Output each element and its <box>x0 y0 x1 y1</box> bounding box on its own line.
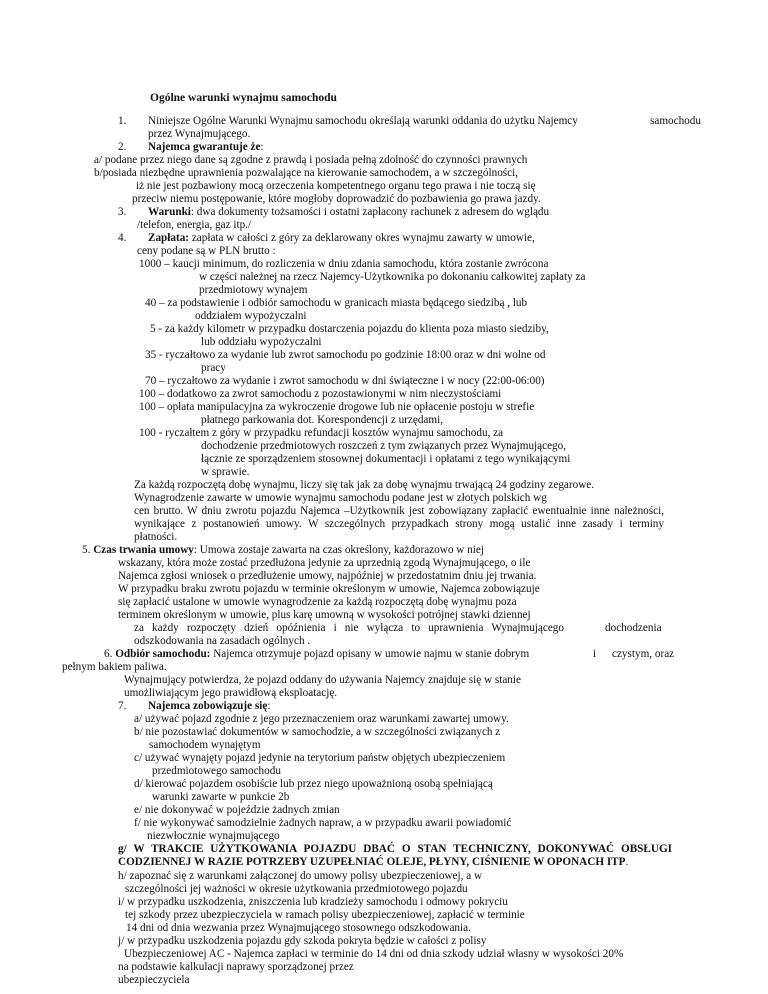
section-5-text: : Umowa zostaje zawarta na czas określony, każdorazowo w niej <box>193 544 484 556</box>
section-6-line-1-i: i <box>593 648 597 660</box>
section-5-line-1 <box>82 544 484 557</box>
section-1-line-1: Niniejsze Ogólne Warunki Wynajmu samochodu określają warunki oddania do użytku Najemcy <box>148 115 578 127</box>
section-1-line-2: przez Wynajmującego. <box>148 128 251 140</box>
fee-per-km-line-2: lub oddziału wypożyczalni <box>201 336 322 348</box>
section-7-number: 7. <box>118 700 127 712</box>
section-7-item-d-line-2: warunki zawarte w punkcie 2b <box>152 791 290 803</box>
section-5-line-6: terminem określonym w umowie, plus karę umowną w wysokości potrójnej stawki dziennej <box>118 609 531 621</box>
section-3-text: : dwa dokumenty tożsamości i ostatni zapłacony rachunek z adresem do wglądu <box>190 206 550 218</box>
section-4-para-1: Za każdą rozpoczętą dobę wynajmu, liczy się tak jak za dobę wynajmu trwającą 24 godziny zegarowe. <box>134 479 595 491</box>
fee-deposit-line-2: w części należnej na rzecz Najemcy-Użytkownika po dokonaniu całkowitej zapłaty za <box>199 271 586 283</box>
section-7-item-j-line-4: ubezpieczyciela <box>118 974 190 986</box>
fee-traffic-offense-line-2: płatnego parkowania dot. Korespondencji z urzędami, <box>201 414 444 426</box>
section-7-item-g-line-2-dot: . <box>625 856 629 868</box>
section-4-para-3: cen brutto. W dniu zwrotu pojazdu Najemca –Użytkownik jest zobowiązany zapłacić ewentualnie inne należności, <box>134 505 664 517</box>
section-4-line-1 <box>148 232 535 245</box>
section-7-heading-line <box>148 700 270 713</box>
section-7-item-c-line-1: c/ używać wynajęty pojazd jedynie na terytorium państw objętych ubezpieczeniem <box>134 752 506 764</box>
section-7-item-f-line-2: niezwłocznie wynajmującego <box>147 830 280 842</box>
fee-delivery-line-2: oddziałem wypożyczalni <box>195 310 307 322</box>
section-3-number: 3. <box>118 206 127 218</box>
section-2-heading-line <box>148 141 264 154</box>
section-2-heading: Najemca gwarantuje że <box>148 141 261 153</box>
section-7-item-e: e/ nie dokonywać w pojeździe żadnych zmian <box>134 804 340 816</box>
section-1-number: 1. <box>118 115 127 127</box>
section-5-line-7-end: dochodzenia <box>605 622 662 634</box>
fee-dirty-return: 100 – dodatkowo za zwrot samochodu z pozostawionymi w nim nieczystościami <box>139 388 502 400</box>
section-5-line-7: za każdy rozpoczęty dzień opóźnienia i nie wyłącza to uprawnienia Wynajmującego <box>134 622 564 634</box>
fee-refund-line-1: 100 - ryczałtem z góry w przypadku refundacji kosztów wynajmu samochodu, za <box>139 427 504 439</box>
section-2-item-b-line-1: b/posiada niezbędne uprawnienia pozwalające na kierowanie samochodem, a w szczególności, <box>94 167 519 179</box>
section-7-item-j-line-1: j/ w przypadku uszkodzenia pojazdu gdy szkoda pokryta będzie w całości z polisy <box>118 935 487 947</box>
section-7-item-d-line-1: d/ kierować pojazdem osobiście lub przez niego upoważnioną osobą spełniającą <box>134 778 493 790</box>
section-3-heading: Warunki <box>148 206 191 218</box>
section-6-heading: Odbiór samochodu: <box>115 648 211 660</box>
section-7-item-b-line-2: samochodem wynajętym <box>149 739 261 751</box>
section-5-heading: Czas trwania umowy <box>93 544 194 556</box>
section-6-line-3: Wynajmujący potwierdza, że pojazd oddany do używania Najemcy znajduje się w stanie <box>124 674 521 686</box>
fee-per-km-line-1: 5 - za każdy kilometr w przypadku dostarczenia pojazdu do klienta poza miasto siedziby, <box>150 323 549 335</box>
section-6-line-1-end: czystym, oraz <box>612 648 675 660</box>
section-7-item-g-line-2-text: CODZIENNEJ W RAZIE POTRZEBY UZUPEŁNIAĆ OLEJE, PŁYNY, CIŚNIENIE W OPONACH ITP <box>118 856 626 868</box>
fee-after-hours-line-1: 35 - ryczałtowo za wydanie lub zwrot samochodu po godzinie 18:00 oraz w dni wolne od <box>145 349 546 361</box>
fee-delivery-line-1: 40 – za podstawienie i odbiór samochodu w granicach miasta będącego siedzibą , lub <box>145 297 528 309</box>
section-4-line-2: ceny podane są w PLN brutto : <box>137 245 276 257</box>
section-4-para-2: Wynagrodzenie zawarte w umowie wynajmu samochodu podane jest w złotych polskich wg <box>134 492 547 504</box>
fee-refund-line-2: dochodzenie przedmiotowych roszczeń z tym związanych przez Wynajmującego, <box>201 440 567 452</box>
section-5-line-3: Najemca zgłosi wniosek o przedłużenie umowy, najpóźniej w przedostatnim dniu jej trwania. <box>118 570 537 582</box>
section-7-item-g-line-1: g/ W TRAKCIE UŻYTKOWANIA POJAZDU DBAĆ O STAN TECHNICZNY, DOKONYWAĆ OBSŁUGI <box>118 843 672 855</box>
section-3-line-1 <box>148 206 549 219</box>
section-4-para-4: wynikające z postanowień umowy. W szczególnych przypadkach strony mogą ustalić inne zasady i terminy <box>134 518 664 530</box>
section-2-item-a: a/ podane przez niego dane są zgodne z prawdą i posiada pełną zdolność do czynności prawnych <box>94 154 528 166</box>
section-5-number: 5. <box>82 544 91 556</box>
section-7-item-g-line-2 <box>118 856 628 869</box>
section-6-line-4: umożliwiającym jego prawidłową eksploatację. <box>124 687 338 699</box>
section-2-item-b-line-3: przeciw niemu postępowanie, które mogłoby doprowadzić do pozbawienia go prawa jazdy. <box>132 193 541 205</box>
section-7-item-c-line-2: przedmiotowego samochodu <box>152 765 281 777</box>
section-6-text: Najemca otrzymuje pojazd opisany w umowie najmu w stanie dobrym <box>210 648 530 660</box>
document-title: Ogólne warunki wynajmu samochodu <box>150 92 337 104</box>
section-7-item-f-line-1: f/ nie wykonywać samodzielnie żadnych napraw, a w przypadku awarii powiadomić <box>134 817 512 829</box>
section-7-heading-colon: : <box>267 700 271 712</box>
section-7-item-h-line-1: h/ zapoznać się z warunkami załączonej do umowy polisy ubezpieczeniowej, a w <box>118 870 483 882</box>
section-5-line-5: się zapłacić ustalone w umowie wynagrodzenie za każdą rozpoczętą dobę wynajmu poza <box>118 596 517 608</box>
section-2-item-b-line-2: iż nie jest pozbawiony mocą orzeczenia kompetentnego organu tego prawa i nie toczą się <box>136 180 536 192</box>
section-7-item-i-line-3: 14 dni od dnia wezwania przez Wynajmującego stosownego odszkodowania. <box>126 922 471 934</box>
section-6-line-2: pełnym bakiem paliwa. <box>62 661 167 673</box>
section-6-line-1 <box>104 648 529 661</box>
section-5-line-2: wskazany, która może zostać przedłużona jedynie za uprzednią zgodą Wynajmującego, o ile <box>118 557 531 569</box>
section-4-heading: Zapłata: <box>148 232 190 244</box>
section-3-line-2: /telefon, energia, gaz itp./ <box>137 219 252 231</box>
section-6-number: 6. <box>104 648 113 660</box>
fee-refund-line-4: w sprawie. <box>201 466 250 478</box>
section-7-item-j-line-3: na podstawie kalkulacji naprawy sporządzonej przez <box>118 961 354 973</box>
fee-deposit-line-3: przedmiotowy wynajem <box>199 284 308 296</box>
fee-holiday-night: 70 – ryczałtowo za wydanie i zwrot samochodu w dni świąteczne i w nocy (22:00-06:00) <box>145 375 545 387</box>
section-7-heading: Najemca zobowiązuje się <box>148 700 268 712</box>
section-7-item-b-line-1: b/ nie pozostawiać dokumentów w samochodzie, a w szczególności związanych z <box>134 726 501 738</box>
section-4-number: 4. <box>118 232 127 244</box>
section-2-heading-colon: : <box>260 141 264 153</box>
fee-deposit-line-1: 1000 – kaucji minimum, do rozliczenia w dniu zdania samochodu, która zostanie zwrócona <box>139 258 549 270</box>
section-7-item-h-line-2: szczególności jej ważności w okresie użytkowania przedmiotowego pojazdu <box>125 883 468 895</box>
fee-after-hours-line-2: pracy <box>201 362 226 374</box>
section-5-line-8: odszkodowania na zasadach ogólnych . <box>134 635 311 647</box>
fee-refund-line-3: łącznie ze sporządzeniem stosownej dokumentacji i opłatami z tego wynikającymi <box>201 453 571 465</box>
section-7-item-i-line-2: tej szkody przez ubezpieczyciela w ramach polisy ubezpieczeniowej, zapłacić w terminie <box>125 909 525 921</box>
section-7-item-a: a/ używać pojazd zgodnie z jego przeznaczeniem oraz warunkami zawartej umowy. <box>134 713 509 725</box>
section-4-para-5: płatności. <box>134 531 178 543</box>
section-7-item-i-line-1: i/ w przypadku uszkodzenia, zniszczenia lub kradzieży samochodu i odmowy pokryciu <box>118 896 508 908</box>
section-2-number: 2. <box>118 141 127 153</box>
fee-traffic-offense-line-1: 100 – opłata manipulacyjna za wykroczenie drogowe lub nie opłacenie postoju w strefie <box>139 401 535 413</box>
section-1-line-1-end: samochodu <box>650 115 701 127</box>
section-4-text: zapłata w całości z góry za deklarowany okres wynajmu zawarty w umowie, <box>189 232 535 244</box>
section-5-line-4: W przypadku braku zwrotu pojazdu w terminie określonym w umowie, Najemca zobowiązuje <box>118 583 540 595</box>
section-7-item-j-line-2: Ubezpieczeniowej AC - Najemca zapłaci w terminie do 14 dni od dnia szkody udział własny w wysokości 20% <box>124 948 624 960</box>
